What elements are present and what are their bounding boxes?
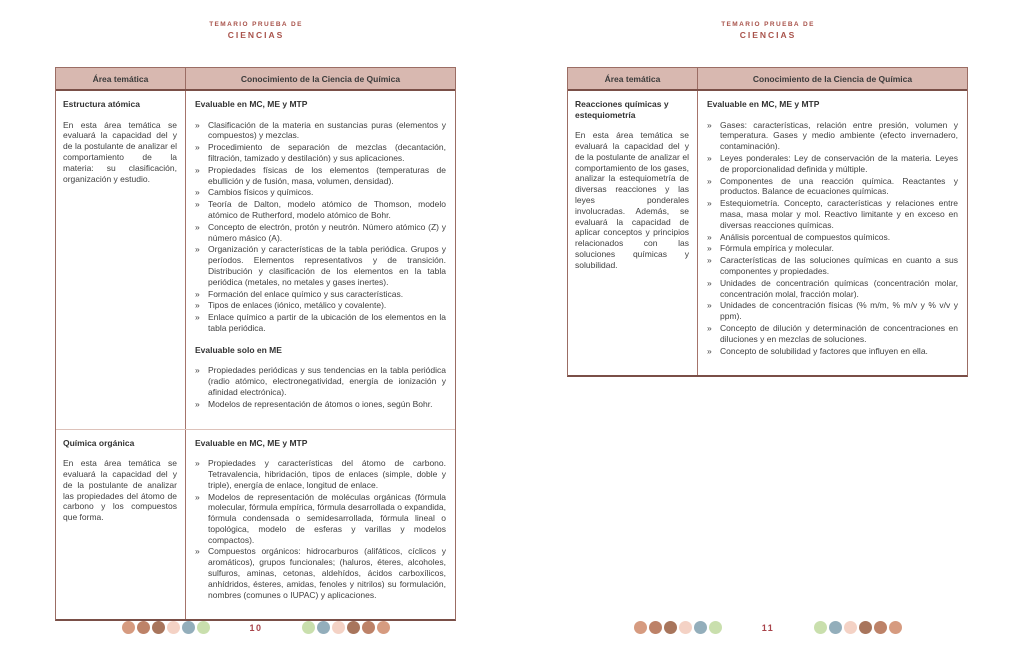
bullet-marker: » <box>707 119 712 130</box>
bullet-text: Componentes de una reacción química. Reactantes y productos. Balance de ecuaciones químicas. <box>720 175 958 197</box>
bullet-marker: » <box>195 244 200 255</box>
bullet-text: Modelos de representación de moléculas orgánicas (fórmula molecular, fórmula empírica, fórmula desarrollada o expandida, fórmula condensada o semidesarrollada, fórmula lineal o topológica, modelo de esferas y varillas y modelos compactos). <box>208 491 446 545</box>
bullet-marker: » <box>195 119 200 130</box>
bullet-marker: » <box>707 198 712 209</box>
bullet-item <box>195 289 446 300</box>
footer-dots-left <box>634 621 722 634</box>
bullet-marker: » <box>707 345 712 356</box>
column-header-knowledge: Conocimiento de la Ciencia de Química <box>752 73 913 84</box>
area-description: En esta área temática se evaluará la capacidad del y de la postulante de analizar el comportamiento de los gases, analizar la estequiometría de diversas reacciones y las leyes ponderales involucradas. Además, se evaluará la capacidad de aplicar conceptos y principios relacionados con las soluciones químicas y solubilidad. <box>575 130 689 270</box>
bullet-marker: » <box>195 365 200 376</box>
bullet-item <box>195 187 446 198</box>
bullet-item <box>195 120 446 142</box>
evaluable-heading: Evaluable en MC, ME y MTP <box>707 99 820 109</box>
bullet-item <box>707 198 958 230</box>
bullet-text: Características de las soluciones químicas en cuanto a sus componentes y propiedades. <box>720 255 958 276</box>
table-row <box>56 430 455 620</box>
table-row <box>568 91 967 375</box>
document-page-right <box>512 0 1024 662</box>
bullet-item <box>195 312 446 334</box>
column-header-area: Área temática <box>56 68 186 89</box>
bullet-marker: » <box>195 458 200 469</box>
bullet-marker: » <box>195 546 200 557</box>
footer-dot <box>889 621 902 634</box>
area-cell <box>56 430 186 620</box>
bullet-item <box>707 232 958 243</box>
bullet-item <box>707 120 958 152</box>
bullet-text: Procedimiento de separación de mezclas (decantación, filtración, tamizado y destilación) y sus aplicaciones. <box>208 142 446 163</box>
footer-dot <box>137 621 150 634</box>
knowledge-cell <box>698 91 967 375</box>
footer-dot <box>694 621 707 634</box>
footer-dot <box>347 621 360 634</box>
bullet-marker: » <box>707 300 712 311</box>
knowledge-cell <box>186 91 455 429</box>
bullet-text: Organización y características de la tabla periódica. Grupos y períodos. Elementos representativos y de transición. Distribución y clasificación de los elementos en la tabla periódica (metales, no metales y gases inertes). <box>208 244 446 287</box>
bullet-text: Compuestos orgánicos: hidrocarburos (alifáticos, cíclicos y aromáticos), grupos funcionales; (haluros, éteres, alcoholes, sulfuros, aminas, cetonas, aldehídos, ácidos carboxílicos, anhídridos, ésteres, amidas, fenoles y nitrilos) su formulación, nombres (comunes o IUPAC) y aplicaciones. <box>208 546 446 600</box>
bullet-marker: » <box>707 255 712 266</box>
bullet-list <box>195 458 446 600</box>
bullet-marker: » <box>707 243 712 254</box>
bullet-text: Clasificación de la materia en sustancias puras (elementos y compuestos) y mezclas. <box>208 119 446 141</box>
area-title: Estructura atómica <box>63 99 140 109</box>
bullet-item <box>195 399 446 410</box>
footer-dot <box>664 621 677 634</box>
footer-dot <box>152 621 165 634</box>
footer-dot <box>197 621 210 634</box>
bullet-item <box>707 255 958 277</box>
footer-dot <box>634 621 647 634</box>
bullet-text: Propiedades físicas de los elementos (temperaturas de ebullición y de fusión, masa, volumen, densidad). <box>208 164 446 186</box>
bullet-item <box>195 365 446 397</box>
table-header-row <box>56 68 455 91</box>
evaluable-heading: Evaluable en MC, ME y MTP <box>195 437 308 448</box>
footer-dot <box>859 621 872 634</box>
table-row <box>56 91 455 430</box>
table-header-row <box>568 68 967 91</box>
evaluable-heading: Evaluable en MC, ME y MTP <box>195 99 308 109</box>
bullet-text: Propiedades periódicas y sus tendencias en la tabla periódica (radio atómico, electronegatividad, energía de ionización y afinidad electrónica). <box>208 365 446 397</box>
page-footer <box>0 621 512 634</box>
footer-dot <box>182 621 195 634</box>
page-number: 10 <box>249 622 263 633</box>
knowledge-cell <box>186 430 455 620</box>
doc-header-kicker: TEMARIO PRUEBA DE <box>209 21 303 28</box>
bullet-text: Unidades de concentración físicas (% m/m, % m/v y % v/v y ppm). <box>720 300 958 322</box>
bullet-list <box>195 120 446 334</box>
document-header <box>0 21 512 40</box>
table-body <box>568 91 967 375</box>
bullet-marker: » <box>195 491 200 502</box>
bullet-item <box>195 458 446 490</box>
bullet-text: Concepto de dilución y determinación de concentraciones en diluciones y en mezclas de soluciones. <box>720 322 958 344</box>
page-footer <box>512 621 1024 634</box>
document-header <box>512 21 1024 40</box>
footer-dot <box>362 621 375 634</box>
footer-dots-left <box>122 621 210 634</box>
footer-dot <box>814 621 827 634</box>
footer-dot <box>332 621 345 634</box>
bullet-list <box>195 365 446 409</box>
bullet-text: Concepto de electrón, protón y neutrón. Número atómico (Z) y número másico (A). <box>208 221 446 243</box>
doc-header-title: CIENCIAS <box>227 30 285 40</box>
bullet-text: Propiedades y características del átomo de carbono. Tetravalencia, hibridación, tipos de enlaces (simple, doble y triple), energía de enlace, longitud de enlace. <box>208 458 446 490</box>
bullet-item <box>707 278 958 300</box>
evaluable-heading: Evaluable solo en ME <box>195 344 282 355</box>
bullet-item <box>195 222 446 244</box>
bullet-text: Formación del enlace químico y sus características. <box>208 288 404 299</box>
bullet-item <box>195 244 446 287</box>
bullet-item <box>707 176 958 198</box>
bullet-marker: » <box>195 398 200 409</box>
bullet-marker: » <box>195 142 200 153</box>
bullet-marker: » <box>195 187 200 198</box>
bullet-marker: » <box>195 199 200 210</box>
column-header-knowledge: Conocimiento de la Ciencia de Química <box>240 73 401 84</box>
bullet-item <box>195 142 446 164</box>
bullet-text: Análisis porcentual de compuestos químicos. <box>720 231 891 242</box>
bullet-marker: » <box>707 175 712 186</box>
bullet-marker: » <box>707 277 712 288</box>
footer-dots-right <box>814 621 902 634</box>
bullet-item <box>707 153 958 175</box>
footer-dot <box>302 621 315 634</box>
bullet-item <box>195 199 446 221</box>
bullet-item <box>707 243 958 254</box>
bullet-marker: » <box>707 322 712 333</box>
doc-header-title: CIENCIAS <box>739 30 797 40</box>
syllabus-table <box>55 67 456 621</box>
bullet-text: Tipos de enlaces (iónico, metálico y covalente). <box>208 300 387 311</box>
bullet-text: Leyes ponderales: Ley de conservación de la materia. Leyes de proporcionalidad definida y múltiple. <box>720 152 958 174</box>
footer-dot <box>709 621 722 634</box>
column-header-area: Área temática <box>568 68 698 89</box>
bullet-text: Unidades de concentración químicas (concentración molar, concentración molal, fracción molar). <box>720 277 958 299</box>
bullet-marker: » <box>707 152 712 163</box>
footer-dot <box>649 621 662 634</box>
bullet-text: Cambios físicos y químicos. <box>208 187 314 198</box>
bullet-item <box>707 300 958 322</box>
area-cell <box>568 91 698 375</box>
bullet-marker: » <box>195 300 200 311</box>
footer-dot <box>317 621 330 634</box>
bullet-marker: » <box>195 221 200 232</box>
bullet-marker: » <box>195 288 200 299</box>
footer-dot <box>377 621 390 634</box>
bullet-text: Teoría de Dalton, modelo atómico de Thomson, modelo atómico de Rutherford, modelo atómico de Bohr. <box>208 199 446 220</box>
bullet-list <box>707 120 958 357</box>
bullet-item <box>195 492 446 546</box>
bullet-marker: » <box>195 312 200 323</box>
table-body <box>56 91 455 619</box>
footer-dot <box>829 621 842 634</box>
footer-dot <box>874 621 887 634</box>
bullet-text: Fórmula empírica y molecular. <box>720 243 834 254</box>
bullet-item <box>707 346 958 357</box>
bullet-marker: » <box>195 164 200 175</box>
syllabus-table <box>567 67 968 377</box>
bullet-item <box>195 546 446 600</box>
area-title: Reacciones químicas y estequiometría <box>575 99 669 120</box>
bullet-text: Estequiometría. Concepto, características y relaciones entre masa, masa molar y mol. Reactivo limitante y en exceso en diversas reacciones químicas. <box>720 198 958 230</box>
footer-dot <box>679 621 692 634</box>
page-number: 11 <box>761 622 775 633</box>
footer-dot <box>122 621 135 634</box>
area-cell <box>56 91 186 429</box>
footer-dots-right <box>302 621 390 634</box>
bullet-item <box>195 300 446 311</box>
bullet-item <box>707 323 958 345</box>
area-description: En esta área temática se evaluará la capacidad del y de la postulante de analizar las propiedades del átomo de carbono y los compuestos que forma. <box>63 458 177 523</box>
bullet-text: Enlace químico a partir de la ubicación de los elementos en la tabla periódica. <box>208 312 446 333</box>
bullet-text: Concepto de solubilidad y factores que influyen en ella. <box>720 345 928 356</box>
footer-dot <box>167 621 180 634</box>
area-title: Química orgánica <box>63 437 135 448</box>
bullet-item <box>195 165 446 187</box>
bullet-text: Modelos de representación de átomos o iones, según Bohr. <box>208 398 433 409</box>
doc-header-kicker: TEMARIO PRUEBA DE <box>721 21 815 28</box>
footer-dot <box>844 621 857 634</box>
area-description: En esta área temática se evaluará la capacidad del y de la postulante de analizar el comportamiento de la materia: su clasificación, organización y estudio. <box>63 119 177 184</box>
bullet-marker: » <box>707 231 712 242</box>
bullet-text: Gases: características, relación entre presión, volumen y temperatura. Gases y medio ambiente (efecto invernadero, contaminación). <box>720 119 958 152</box>
